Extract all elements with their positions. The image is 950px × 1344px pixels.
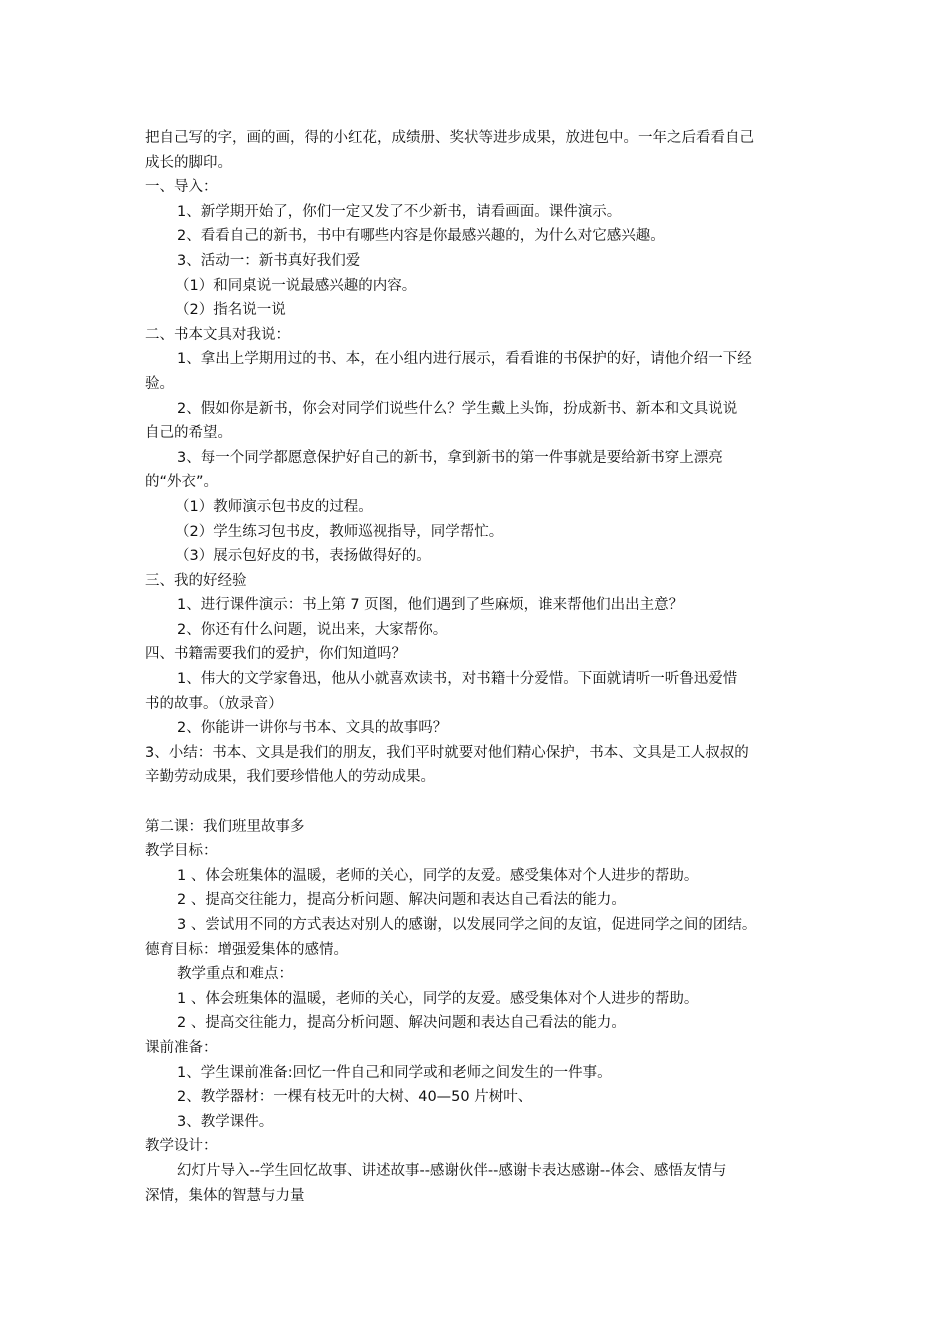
section-1-subitem-1: （1）和同桌说一说最感兴趣的内容。 — [175, 277, 417, 294]
key-points-heading: 教学重点和难点： — [177, 966, 293, 983]
section-2-subitem-2: （2）学生练习包书皮，教师巡视指导，同学帮忙。 — [175, 523, 504, 540]
design-heading: 教学设计： — [145, 1138, 218, 1155]
section-4-item-1-line-1: 1、伟大的文学家鲁迅，他从小就喜欢读书，对书籍十分爱惜。下面就请听一听鲁迅爱惜 — [177, 671, 738, 688]
section-4-heading: 四、书籍需要我们的爱护，你们知道吗？ — [145, 646, 406, 663]
summary-line-2: 辛勤劳动成果，我们要珍惜他人的劳动成果。 — [145, 769, 435, 786]
section-2-item-2-line-1: 2、假如你是新书，你会对同学们说些什么？学生戴上头饰，扮成新书、新本和文具说说 — [177, 400, 738, 417]
section-2-item-1-line-2: 验。 — [145, 375, 174, 392]
summary-line-1: 3、小结：书本、文具是我们的朋友，我们平时就要对他们精心保护，书本、文具是工人叔叔的 — [145, 744, 749, 761]
design-line-2: 深情，集体的智慧与力量 — [145, 1187, 305, 1204]
section-4-item-2: 2、你能讲一讲你与书本、文具的故事吗？ — [177, 720, 448, 737]
lesson-2-title: 第二课：我们班里故事多 — [145, 818, 305, 835]
preparation-item-3: 3、教学课件。 — [177, 1113, 274, 1130]
section-2-heading: 二、书本文具对我说： — [145, 326, 290, 343]
section-1-subitem-2: （2）指名说一说 — [175, 302, 286, 319]
section-2-item-3-line-1: 3、每一个同学都愿意保护好自己的新书，拿到新书的第一件事就是要给新书穿上漂亮 — [177, 449, 723, 466]
moral-goal: 德育目标：增强爱集体的感情。 — [145, 941, 348, 958]
section-3-item-2: 2、你还有什么问题，说出来，大家帮你。 — [177, 621, 448, 638]
goals-heading: 教学目标： — [145, 843, 218, 860]
section-3-item-1: 1、进行课件演示：书上第 7 页图，他们遇到了些麻烦，谁来帮他们出出主意？ — [177, 597, 684, 614]
preparation-item-2: 2、教学器材：一棵有枝无叶的大树、40—50 片树叶、 — [177, 1089, 533, 1106]
section-2-item-3-line-2: 的“外衣”。 — [145, 474, 219, 491]
key-point-1: 1 、体会班集体的温暖，老师的关心，同学的友爱。感受集体对个人进步的帮助。 — [177, 990, 699, 1007]
preparation-item-1: 1、学生课前准备:回忆一件自己和同学或和老师之间发生的一件事。 — [177, 1064, 612, 1081]
intro-line-1: 把自己写的字，画的画，得的小红花，成绩册、奖状等进步成果，放进包中。一年之后看看自己 — [145, 130, 754, 146]
section-2-subitem-1: （1）教师演示包书皮的过程。 — [175, 498, 373, 515]
document-page — [145, 126, 825, 1208]
paragraph-gap — [145, 790, 825, 815]
goal-item-1: 1 、体会班集体的温暖，老师的关心，同学的友爱。感受集体对个人进步的帮助。 — [177, 867, 699, 884]
key-point-2: 2 、提高交往能力，提高分析问题、解决问题和表达自己看法的能力。 — [177, 1015, 626, 1032]
section-4-item-1-line-2: 书的故事。（放录音） — [145, 695, 283, 712]
intro-line-2: 成长的脚印。 — [145, 154, 232, 171]
section-2-item-1-line-1: 1、拿出上学期用过的书、本，在小组内进行展示，看看谁的书保护的好，请他介绍一下经 — [177, 351, 752, 368]
section-1-item-3: 3、活动一：新书真好我们爱 — [177, 252, 361, 269]
section-3-heading: 三、我的好经验 — [145, 572, 247, 589]
design-line-1: 幻灯片导入--学生回忆故事、讲述故事--感谢伙伴--感谢卡表达感谢--体会、感悟友情与 — [177, 1162, 727, 1179]
section-1-item-1: 1、新学期开始了，你们一定又发了不少新书，请看画面。课件演示。 — [177, 203, 622, 220]
section-1-heading: 一、导入： — [145, 179, 218, 196]
section-1-item-2: 2、看看自己的新书，书中有哪些内容是你最感兴趣的，为什么对它感兴趣。 — [177, 228, 665, 245]
goal-item-3: 3 、尝试用不同的方式表达对别人的感谢，以发展同学之间的友谊，促进同学之间的团结。 — [177, 917, 757, 933]
preparation-heading: 课前准备： — [145, 1039, 218, 1056]
section-2-subitem-3: （3）展示包好皮的书，表扬做得好的。 — [175, 548, 431, 565]
goal-item-2: 2 、提高交往能力，提高分析问题、解决问题和表达自己看法的能力。 — [177, 892, 626, 909]
section-2-item-2-line-2: 自己的希望。 — [145, 425, 232, 442]
